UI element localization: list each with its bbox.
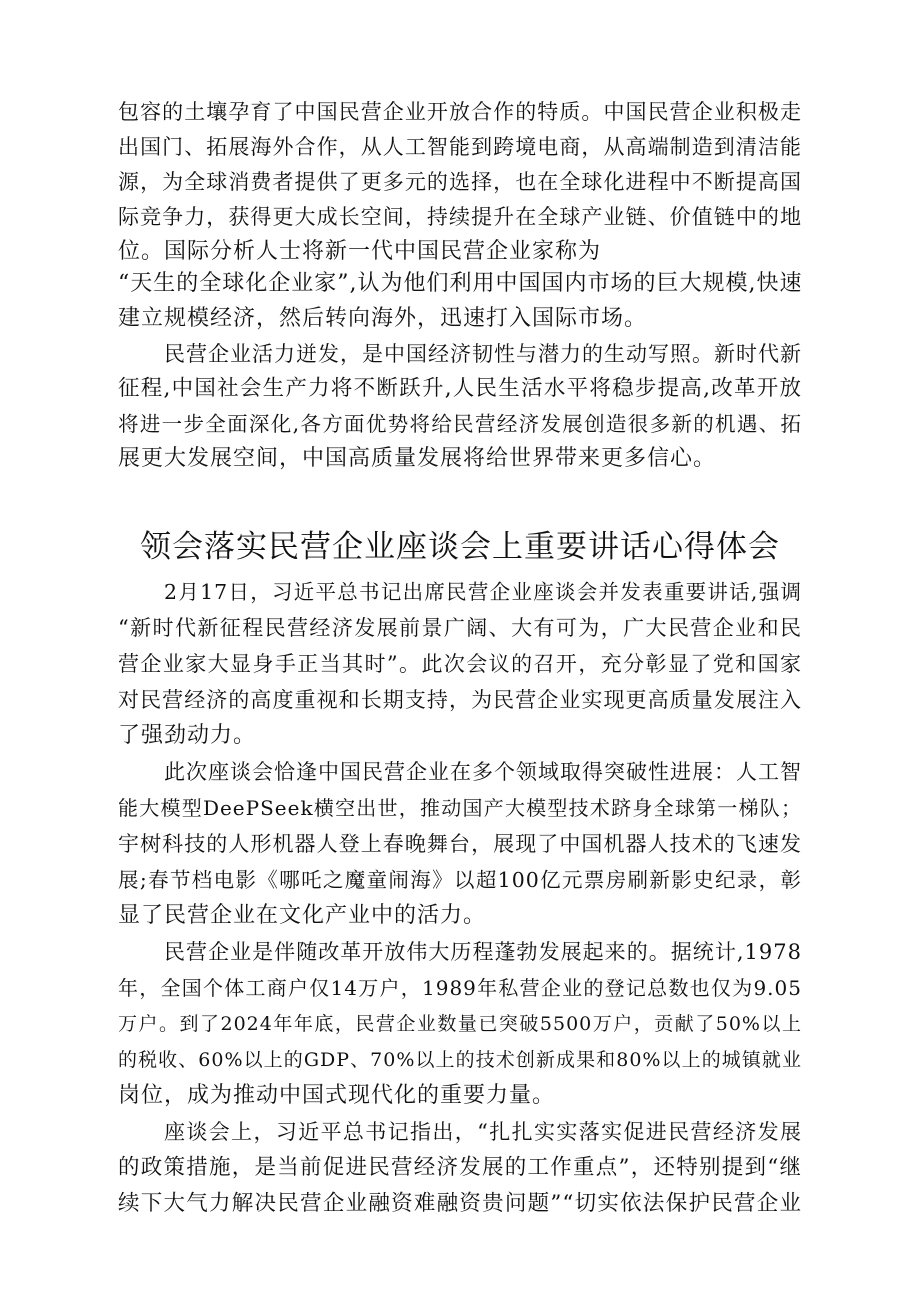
text-line: 展更大发展空间，中国高质量发展将给世界带来更多信心。 [118, 446, 717, 471]
text-line: 际竞争力，获得更大成长空间，持续提升在全球产业链、价值链中的地 [118, 205, 802, 229]
text-line: 民营企业是伴随改革开放伟大历程蓬勃发展起来的。据统计,1978 [164, 940, 802, 964]
text-line: 包容的土壤孕育了中国民营企业开放合作的特质。中国民营企业积极走 [118, 100, 802, 124]
text-line: 将进一步全面深化,各方面优势将给民营经济发展创造很多新的机遇、拓 [118, 412, 802, 436]
text-line: 年，全国个体工商户仅14万户，1989年私营企业的登记总数也仅为9.05 [118, 976, 802, 1000]
text-line: 对民营经济的高度重视和长期支持，为民营企业实现更高质量发展注入 [118, 688, 802, 712]
text-line: 万户。到了2024年年底，民营企业数量已突破5500万户，贡献了50%以上 [118, 1013, 802, 1035]
text-line: 征程,中国社会生产力将不断跃升,人民生活水平将稳步提高,改革开放 [118, 376, 802, 401]
text-line: 营企业家大显身手正当其时”。此次会议的召开，充分彰显了党和国家 [118, 652, 802, 676]
text-line: 出国门、拓展海外合作，从人工智能到跨境电商，从高端制造到清洁能 [118, 135, 802, 159]
text-line: 位。国际分析人士将新一代中国民营企业家称为 [118, 239, 602, 264]
text-line: 显了民营企业在文化产业中的活力。 [118, 903, 487, 928]
text-line: 能大模型DeePSeek横空出世，推动国产大模型技术跻身全球第一梯队； [118, 796, 802, 820]
text-line: 民营企业活力迸发，是中国经济韧性与潜力的生动写照。新时代新 [164, 342, 802, 366]
text-line: 座谈会上，习近平总书记指出，“扎扎实实落实促进民营经济发展 [164, 1120, 802, 1144]
text-line: 此次座谈会恰逢中国民营企业在多个领域取得突破性进展：人工智 [164, 760, 802, 784]
text-line: 续下大气力解决民营企业融资难融资贵问题”“切实依法保护民营企业 [118, 1191, 802, 1216]
text-line: 展;春节档电影《哪吒之魔童闹海》以超100亿元票房刷新影史纪录，彰 [118, 868, 802, 892]
text-line: 的税收、60%以上的GDP、70%以上的技术创新成果和80%以上的城镇就业 [118, 1049, 802, 1071]
text-line: “新时代新征程民营经济发展前景广阔、大有可为，广大民营企业和民 [118, 616, 802, 640]
text-line: 宇树科技的人形机器人登上春晚舞台，展现了中国机器人技术的飞速发 [118, 832, 802, 856]
text-line: 源，为全球消费者提供了更多元的选择，也在全球化进程中不断提高国 [118, 170, 802, 194]
text-line: 了强劲动力。 [118, 723, 257, 748]
article-title: 领会落实民营企业座谈会上重要讲话心得体会 [140, 528, 780, 565]
text-line: 的政策措施，是当前促进民营经济发展的工作重点”，还特别提到“继 [118, 1155, 802, 1180]
text-line: “天生的全球化企业家”,认为他们利用中国国内市场的巨大规模,快速 [118, 271, 803, 296]
text-line: 2月17日，习近平总书记出席民营企业座谈会并发表重要讲话,强调 [164, 580, 802, 604]
text-line: 岗位，成为推动中国式现代化的重要力量。 [118, 1083, 556, 1108]
text-line: 建立规模经济，然后转向海外，迅速打入国际市场。 [118, 306, 648, 331]
